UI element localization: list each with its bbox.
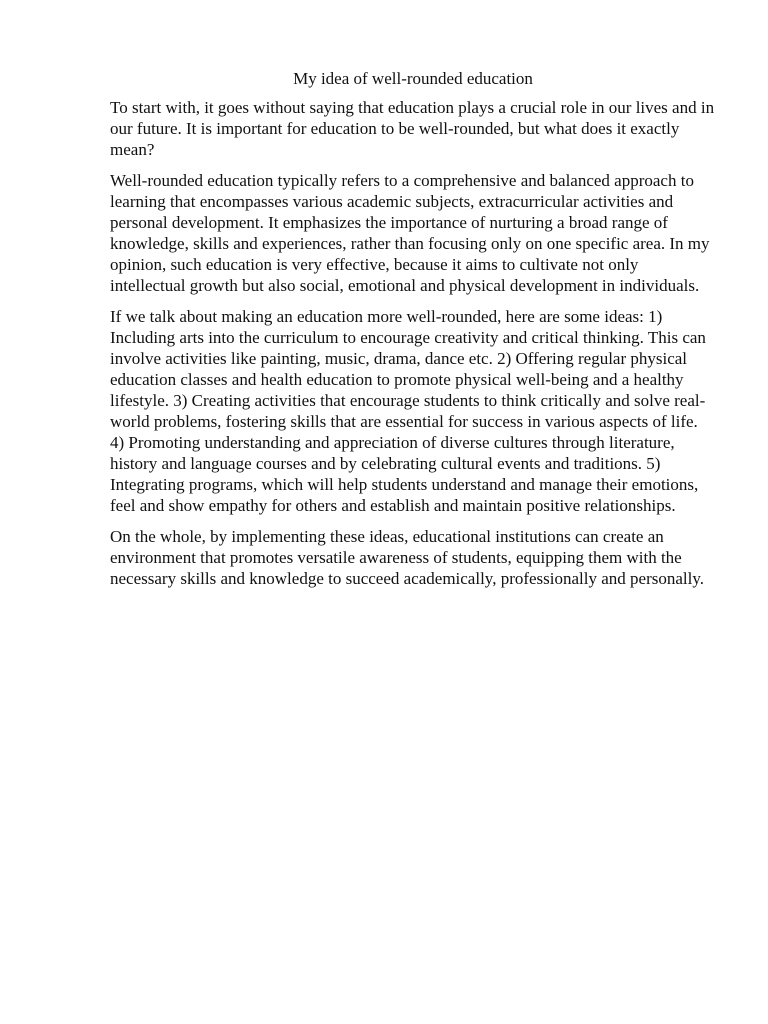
paragraph-introduction: To start with, it goes without saying that education plays a crucial role in our lives and in our future. It is important for education to be well-rounded, but what does it exactly mean? [110, 98, 715, 159]
paragraph-ideas: If we talk about making an education more well-rounded, here are some ideas: 1) Including arts into the curriculum to encourage creativity and critical thinking. This can involve activities like painting, music, drama, dance etc. 2) Offering regular physical education classes and health education to promote physical well-being and a healthy lifestyle. 3) Creating activities that encourage students to think critically and solve real-world problems, fostering skills that are essential for success in various aspects of life. 4) Promoting understanding and appreciation of diverse cultures through literature, history and language courses and by celebrating cultural events and traditions. 5) Integrating programs, which will help students understand and manage their emotions, feel and show empathy for others and establish and maintain positive relationships. [110, 307, 706, 515]
document-body [110, 68, 716, 599]
paragraph-conclusion: On the whole, by implementing these ideas, educational institutions can create an environment that promotes versatile awareness of students, equipping them with the necessary skills and knowledge to succeed academically, professionally and personally. [110, 527, 705, 588]
document-title: My idea of well-rounded education [293, 69, 533, 88]
paragraph-definition: Well-rounded education typically refers to a comprehensive and balanced approach to learning that encompasses various academic subjects, extracurricular activities and personal development. It emphasizes the importance of nurturing a broad range of knowledge, skills and experiences, rather than focusing only on one specific area. In my opinion, such education is very effective, because it aims to cultivate not only intellectual growth but also social, emotional and physical development in individuals. [110, 171, 710, 295]
